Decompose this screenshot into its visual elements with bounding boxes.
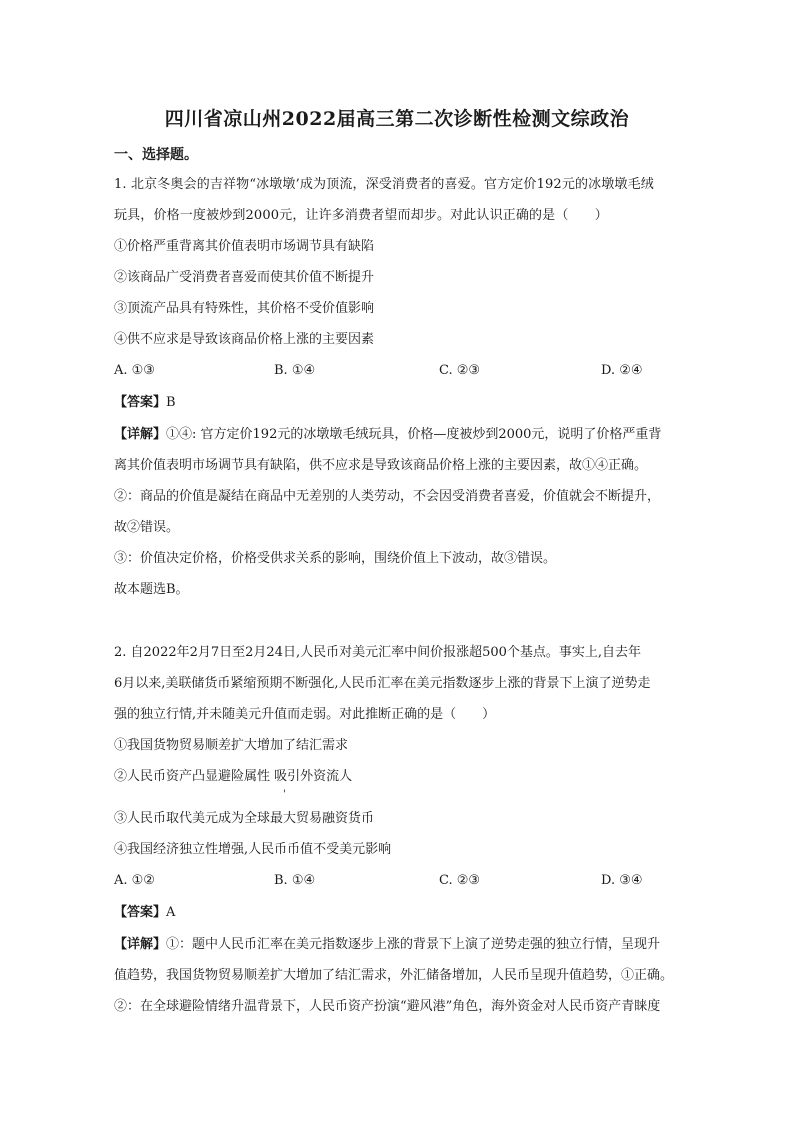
question-1-item-4: ④供不应求是导致该商品价格上涨的主要因素 xyxy=(114,332,375,347)
question-2-option-d: D. ③④ xyxy=(601,873,643,888)
question-1-stem-line-2: 玩具，价格一度被炒到2000元，让许多消费者望而却步。对此认识正确的是（ ） xyxy=(114,208,608,223)
answer-value: B xyxy=(166,395,176,410)
question-2-item-3: ③人民币取代美元成为全球最大贸易融资货币 xyxy=(114,811,375,826)
question-2-option-b: B. ①④ xyxy=(274,873,316,888)
detail-text: ①：题中人民币汇率在美元指数逐步上涨的背景下上演了逆势走强的独立行情，呈现升 xyxy=(166,937,661,952)
question-1-item-1: ①价格严重背离其价值表明市场调节具有缺陷 xyxy=(114,239,375,254)
question-2-item-4: ④我国经济独立性增强,人民币币值不受美元影响 xyxy=(114,842,392,857)
section-heading: 一、选择题。 xyxy=(114,147,198,163)
question-1-option-a: A. ①③ xyxy=(114,363,155,378)
question-1-item-2: ②该商品广受消费者喜爱而使其价值不断提升 xyxy=(114,270,375,285)
question-1-detail-line-5: ③：价值决定价格，价格受供求关系的影响，围绕价值上下波动，故③错误。 xyxy=(114,551,557,566)
question-1-conclusion: 故本题选B。 xyxy=(114,582,189,597)
question-1-option-c: C. ②③ xyxy=(439,363,481,378)
detail-text: ①④: 官方定价192元的冰墩墩毛绒玩具，价格—度被炒到2000元，说明了价格严重背 xyxy=(166,427,662,442)
question-1-answer xyxy=(114,394,176,412)
question-2-detail-line-2: 值趋势，我国货物贸易顺差扩大增加了结汇需求，外汇储备增加，人民币呈现升值趋势，①正确。 xyxy=(114,968,674,983)
question-2-stem-line-3: 强的独立行情,并未随美元升值而走弱。对此推断正确的是（ ） xyxy=(114,707,496,722)
question-1-options xyxy=(114,362,694,380)
answer-value: A xyxy=(166,905,176,920)
question-2-option-a: A. ①② xyxy=(114,873,155,888)
question-1-option-d: D. ②④ xyxy=(601,363,643,378)
question-2-detail-line-1 xyxy=(114,936,660,954)
document-title: 四川省凉山州2022届高三第二次诊断性检测文综政治 xyxy=(164,108,630,130)
question-2-stem-line-2: 6月以来,美联储货币紧缩预期不断强化,人民币汇率在美元指数逐步上涨的背景下上演了逆势走 xyxy=(114,676,651,691)
question-2-detail-line-3: ②：在全球避险情绪升温背景下，人民币资产扮演“避风港”角色，海外资金对人民币资产青睐度 xyxy=(114,999,661,1014)
detail-label: 【详解】 xyxy=(114,427,167,442)
question-2-answer xyxy=(114,904,175,922)
question-2-item-1: ①我国货物贸易顺差扩大增加了结汇需求 xyxy=(114,738,349,753)
question-1-detail-line-3: ②：商品的价值是凝结在商品中无差别的人类劳动，不会因受消费者喜爱，价值就会不断提升， xyxy=(114,489,661,504)
question-2-stem-line-1: 2. 自2022年2月7日至2月24日,人民币对美元汇率中间价报涨超500个基点。事实上,自去年 xyxy=(114,645,642,660)
question-1-detail-line-1 xyxy=(114,426,661,444)
question-1-detail-line-2: 离其价值表明市场调节具有缺陷，供不应求是导致该商品价格上涨的主要因素，故①④正确。 xyxy=(114,458,648,473)
question-2-item-2: ②人民币资产凸显避险属性 吸引外资流人 xyxy=(114,769,353,784)
question-2-options xyxy=(114,872,694,890)
question-1-item-3: ③顶流产品具有特殊性，其价格不受价值影响 xyxy=(114,301,375,316)
detail-label: 【详解】 xyxy=(114,937,167,952)
answer-label: 【答案】 xyxy=(114,395,167,410)
question-2-option-c: C. ②③ xyxy=(439,873,481,888)
stray-mark: ' xyxy=(283,789,286,800)
question-1-stem-line-1: 1. 北京冬奥会的吉祥物“冰墩墩’成为顶流，深受消费者的喜爱。官方定价192元的冰墩墩毛绒 xyxy=(114,177,654,192)
answer-label: 【答案】 xyxy=(114,905,167,920)
question-1-option-b: B. ①④ xyxy=(274,363,316,378)
question-1-detail-line-4: 故②错误。 xyxy=(114,520,180,535)
